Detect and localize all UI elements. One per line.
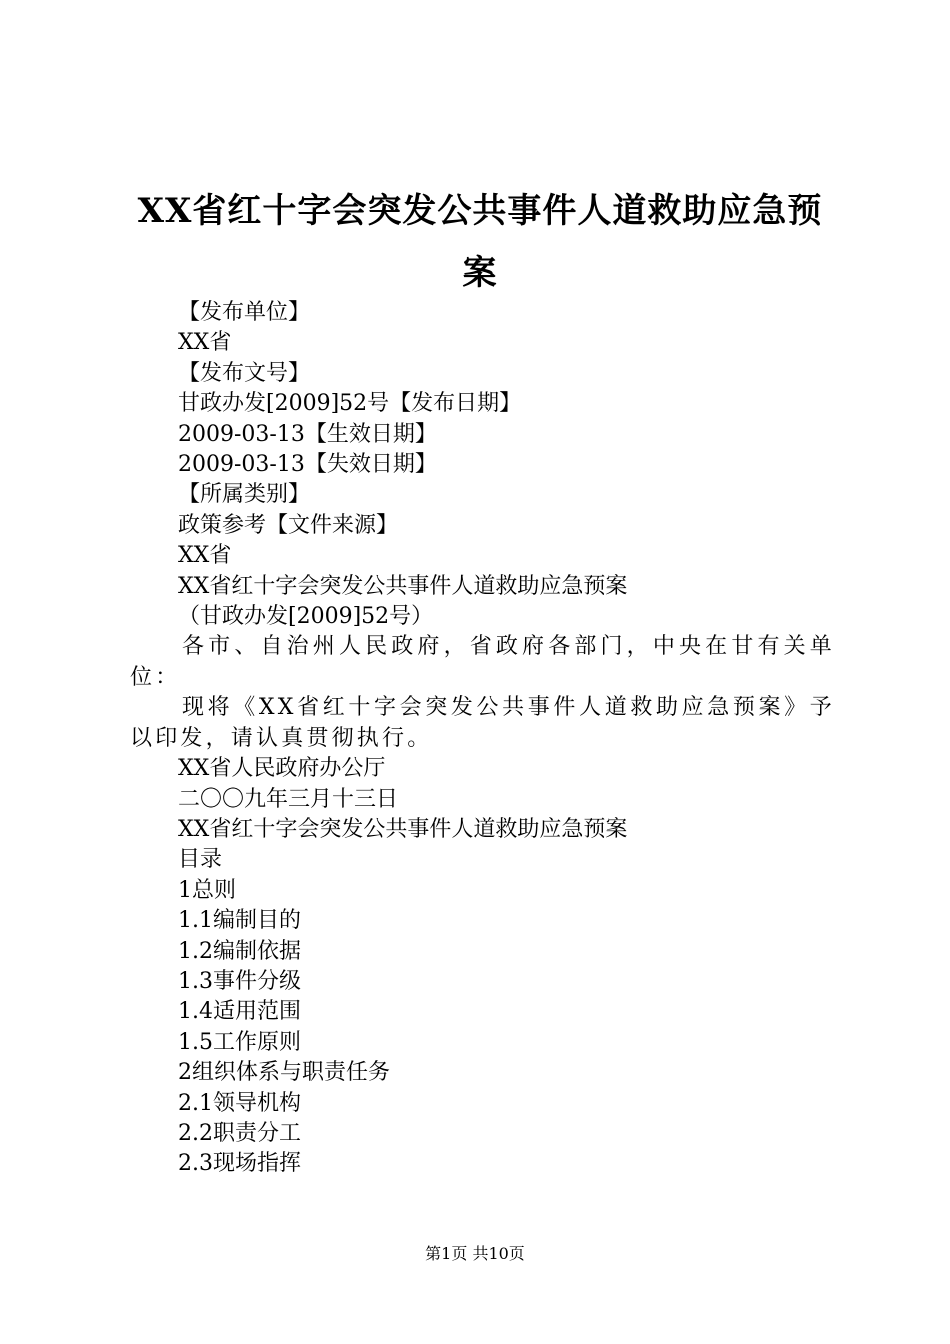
meta-line: 【发布单位】 [178,300,311,325]
toc-heading: 目录 [178,847,223,873]
title-line-2: 案 [462,253,498,293]
meta-line: 甘政办发[2009]52号【发布日期】 [178,391,522,417]
paragraph-notice: 现将《XX省红十字会突发公共事件人道救助应急预案》予以印发，请认真贯彻执行。 [130,695,835,751]
body-line: 二〇〇九年三月十三日 [178,786,399,812]
toc-item: 2.3现场指挥 [178,1151,301,1177]
meta-line: 2009-03-13【失效日期】 [178,452,437,478]
toc-item: 2.1领导机构 [178,1090,301,1116]
toc-item: 2组织体系与职责任务 [178,1060,390,1086]
document-body [130,298,835,1180]
body-line: XX省红十字会突发公共事件人道救助应急预案 [178,816,628,842]
meta-line: XX省红十字会突发公共事件人道救助应急预案 [178,573,628,599]
meta-line: 政策参考【文件来源】 [178,512,399,538]
meta-line: 【所属类别】 [178,482,311,508]
toc-item: 2.2职责分工 [178,1120,301,1146]
toc-item: 1.5工作原则 [178,1029,301,1055]
toc-item: 1总则 [178,877,236,903]
page-footer: 第1页 共10页 [425,1244,525,1263]
meta-line: 2009-03-13【生效日期】 [178,421,437,447]
meta-line: （甘政办发[2009]52号） [178,604,434,630]
document-title [120,180,840,304]
toc-item: 1.4适用范围 [178,999,301,1025]
toc-item: 1.2编制依据 [178,938,301,964]
meta-line: XX省 [178,543,232,569]
meta-line: XX省 [178,330,232,356]
body-line: XX省人民政府办公厅 [178,756,386,782]
toc-item: 1.3事件分级 [178,968,301,994]
meta-line: 【发布文号】 [178,360,311,386]
paragraph-addressees: 各市、自治州人民政府，省政府各部门，中央在甘有关单位： [130,634,835,690]
toc-item: 1.1编制目的 [178,908,301,934]
title-line-1: XX省红十字会突发公共事件人道救助应急预 [137,191,823,231]
